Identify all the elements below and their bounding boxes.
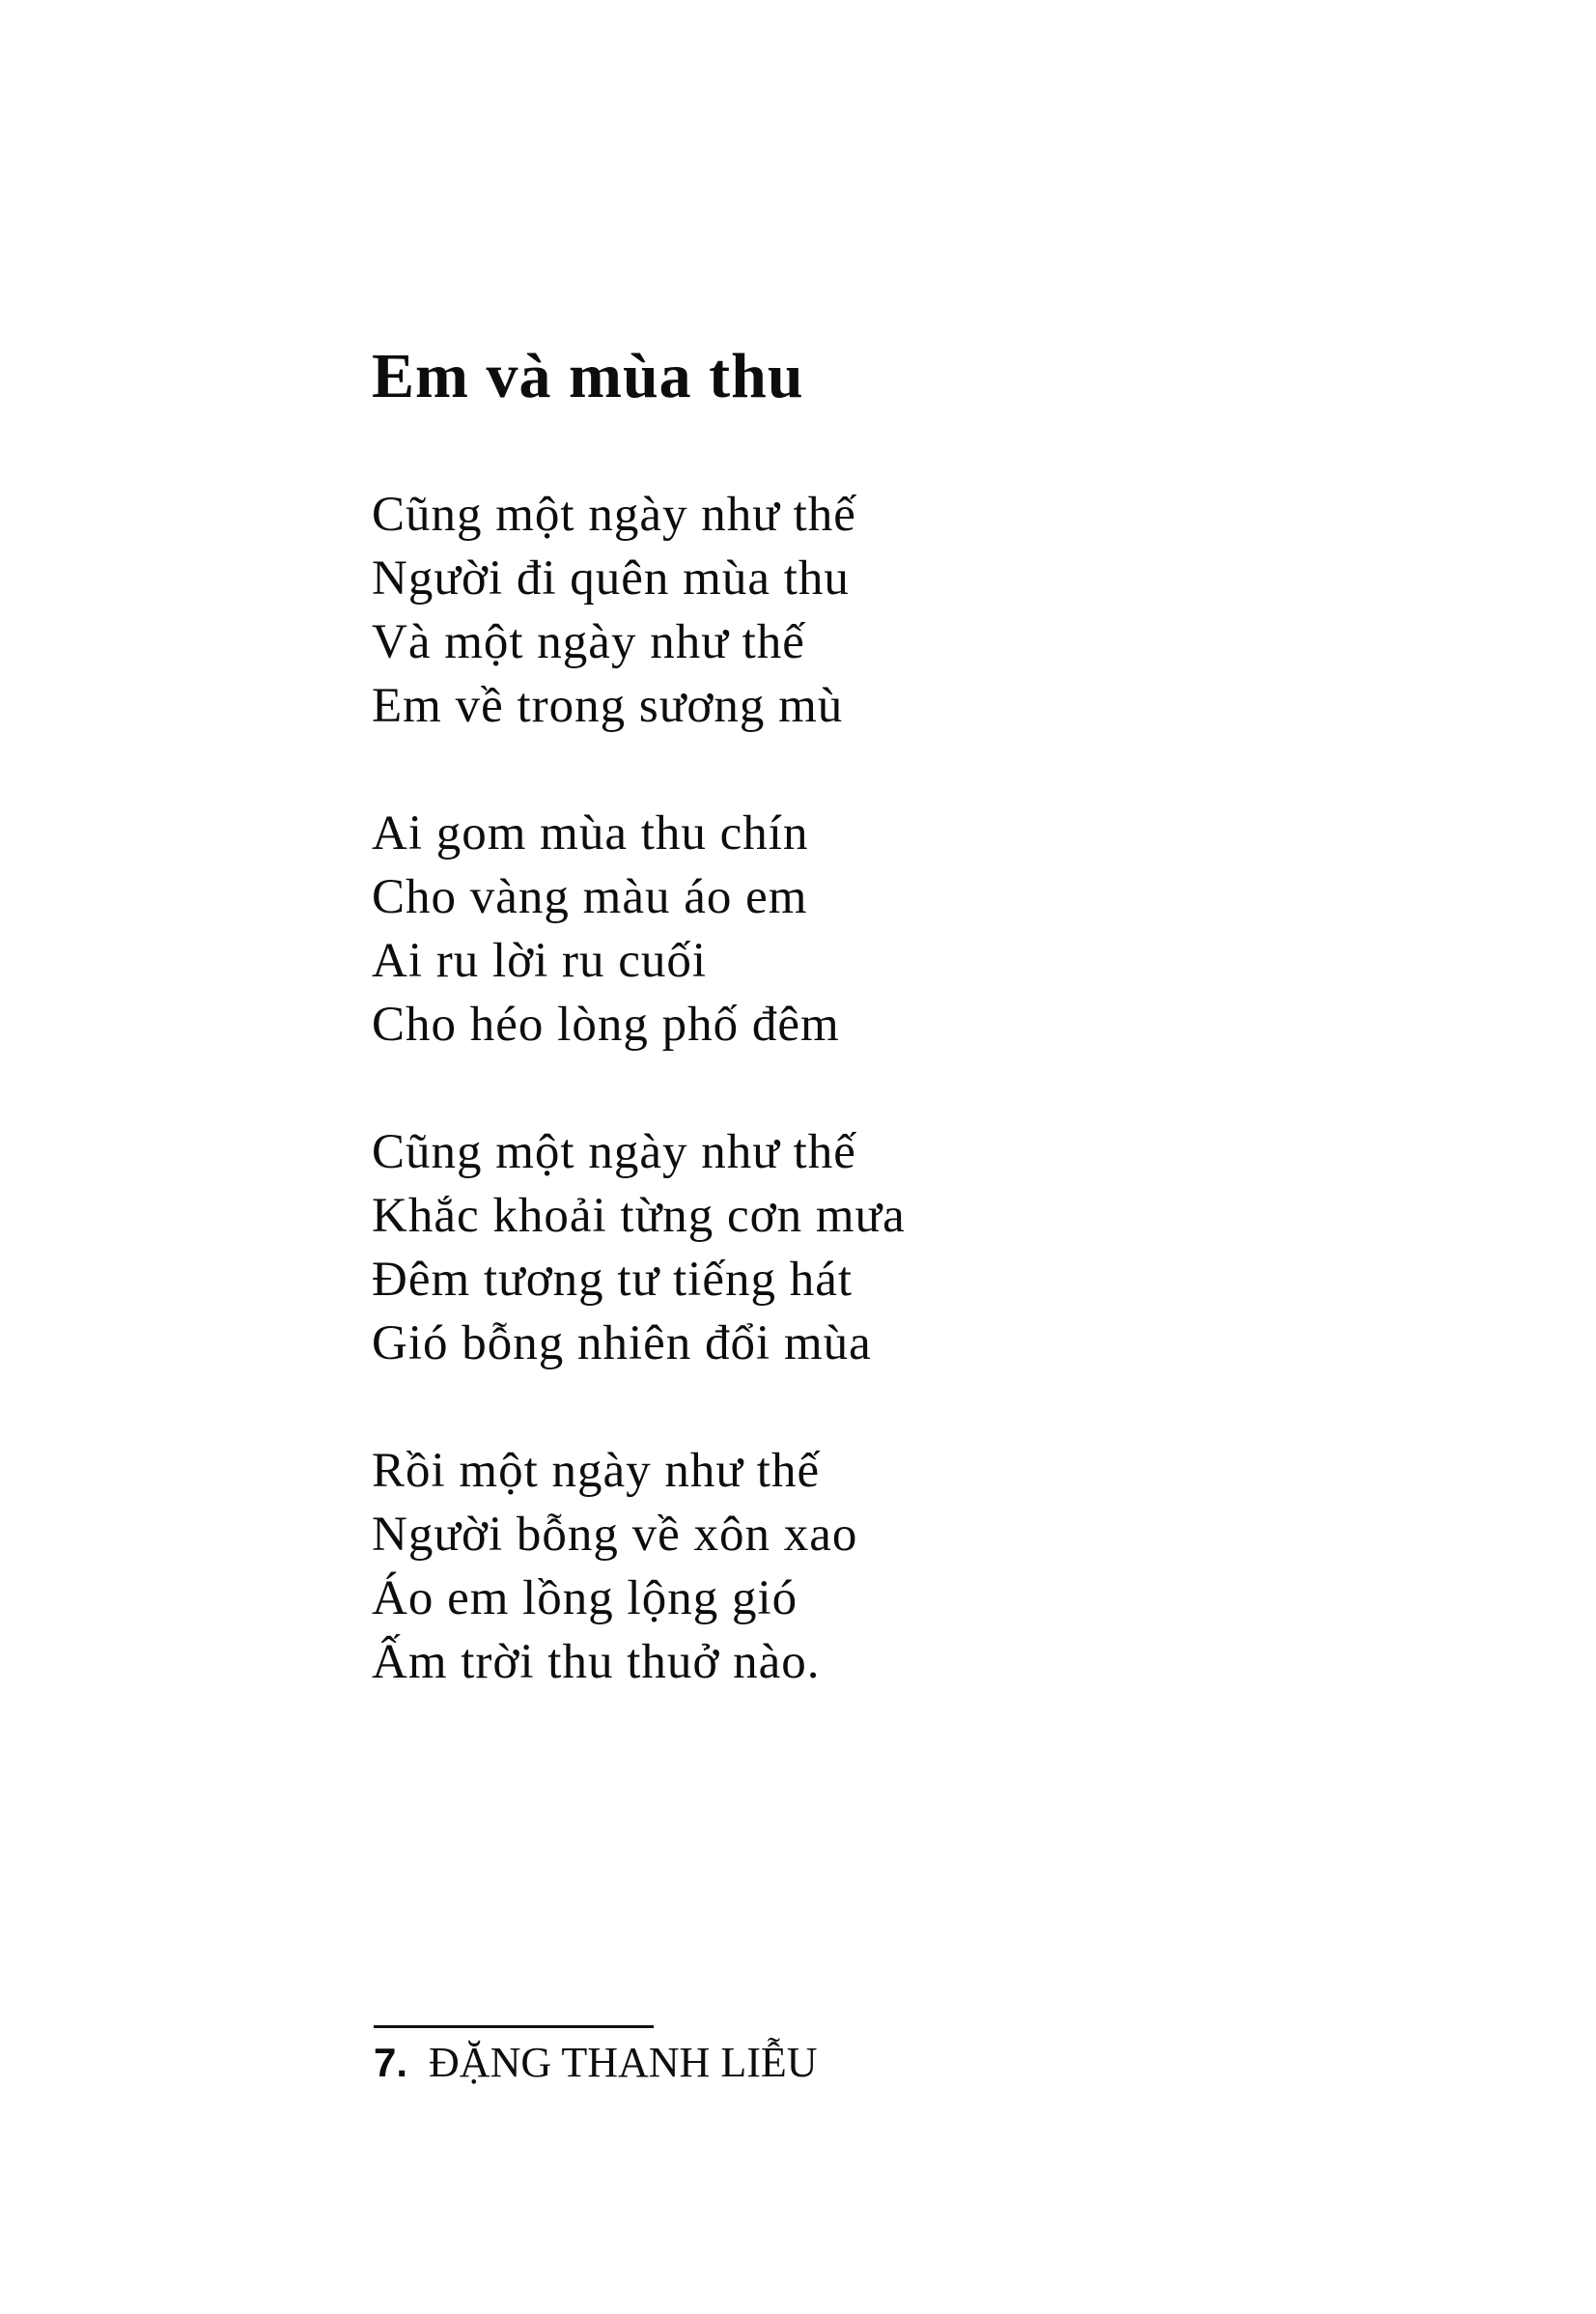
poem-line: Cho héo lòng phố đêm — [372, 998, 840, 1052]
poem-line: Gió bỗng nhiên đổi mùa — [372, 1316, 872, 1370]
footnote-number: 7. — [374, 2040, 408, 2085]
poem-line: Ai gom mùa thu chín — [372, 806, 809, 861]
stanza-2 — [372, 802, 906, 1057]
stanza-3 — [372, 1120, 906, 1375]
poem-line: Người bỗng về xôn xao — [372, 1508, 858, 1562]
poem-line: Rồi một ngày như thế — [372, 1444, 821, 1498]
author-footnote — [374, 2036, 818, 2090]
poem-line: Đêm tương tư tiếng hát — [372, 1253, 854, 1307]
author-name: ĐẶNG THANH LIỄU — [429, 2039, 818, 2086]
poem-line: Cũng một ngày như thế — [372, 1125, 856, 1179]
poem-body — [372, 483, 906, 1758]
footnote-divider — [374, 2025, 654, 2028]
poem-line: Và một ngày như thế — [372, 615, 805, 669]
poem-line: Ấm trời thu thuở nào. — [372, 1635, 821, 1689]
poem-line: Cho vàng màu áo em — [372, 870, 808, 924]
poem-line: Em về trong sương mù — [372, 679, 844, 733]
poem-line: Khắc khoải từng cơn mưa — [372, 1189, 906, 1243]
poem-title: Em và mùa thu — [372, 341, 804, 411]
poem-line: Người đi quên mùa thu — [372, 551, 850, 606]
poem-line: Áo em lồng lộng gió — [372, 1571, 798, 1625]
stanza-1 — [372, 483, 906, 738]
poem-line: Cũng một ngày như thế — [372, 488, 856, 542]
stanza-4 — [372, 1439, 906, 1694]
poem-line: Ai ru lời ru cuối — [372, 934, 708, 988]
